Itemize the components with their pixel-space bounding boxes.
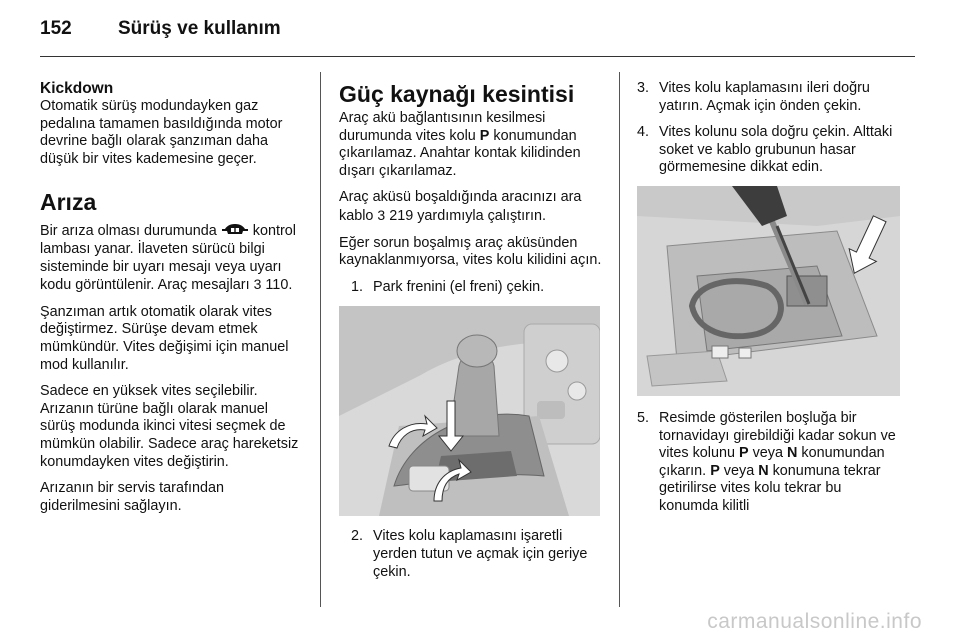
column-3 bbox=[637, 80, 902, 525]
fault-paragraph-3: Sadece en yüksek vites seçilebilir. Arızanın türüne bağlı olarak manuel sürüş modunda ikinci vitesi seçmek de mümkün olabilir. Sadece araç hareketsiz konumdayken vites değiştirin. bbox=[40, 383, 299, 470]
page-number: 152 bbox=[40, 18, 72, 39]
page-title: Sürüş ve kullanım bbox=[118, 18, 281, 39]
step-5: 5. Resimde gösterilen boşluğa bir tornavidayı girebildiği kadar sokun ve vites kolunu P veya N konumundan çıkarın. P veya N konumuna tekrar getirilirse vites kolu tekrar bu konumda kilitli bbox=[637, 409, 896, 514]
fault-paragraph-2: Şanzıman artık otomatik olarak vites değiştirmez. Sürüşe devam etmek mümkündür. Vites değişimi için manuel mod kullanılır. bbox=[40, 303, 289, 373]
kickdown-text: Otomatik sürüş modundayken gaz pedalına tamamen basıldığında motor devrine bağlı olarak şanzıman daha düşük bir vites kademesine geçer. bbox=[40, 98, 283, 167]
fault-heading: Arıza bbox=[40, 189, 97, 216]
watermark: carmanualsonline.info bbox=[707, 610, 922, 633]
column-divider-2 bbox=[619, 72, 620, 607]
transmission-warning-icon bbox=[221, 222, 249, 238]
column-2 bbox=[339, 80, 605, 590]
power-paragraph-2: Araç aküsü boşaldığında aracınızı ara kablo 3 219 yardımıyla çalıştırın. bbox=[339, 189, 582, 224]
power-paragraph-1: Araç akü bağlantısının kesilmesi durumunda vites kolu P konumundan çıkarılamaz. Anahtar kontak kilidinden dışarı çıkarılamaz. bbox=[339, 110, 581, 179]
step-3: 3. Vites kolu kaplamasını ileri doğru yatırın. Açmak için önden çekin. bbox=[637, 80, 870, 114]
kickdown-heading: Kickdown bbox=[40, 80, 114, 97]
power-interruption-heading: Güç kaynağı kesintisi bbox=[339, 81, 575, 107]
column-1 bbox=[40, 80, 302, 524]
gear-lever-cover-illustration bbox=[339, 306, 600, 516]
step-1: 1. Park frenini (el freni) çekin. bbox=[351, 278, 545, 295]
column-divider-1 bbox=[320, 72, 321, 607]
step-2: 2. Vites kolu kaplamasını işaretli yerden tutun ve açmak için geriye çekin. bbox=[351, 528, 588, 580]
reference-arrow-icon: 3 bbox=[253, 276, 262, 293]
fault-paragraph-1: Bir arıza olması durumunda kontrol lambası yanar. İlaveten sürücü bilgi sisteminde bir uyarı mesajı veya uyarı kodu görüntülenir. Araç mesajları 3 110. bbox=[40, 223, 296, 294]
reference-arrow-icon: 3 bbox=[377, 206, 386, 223]
power-paragraph-3: Eğer sorun boşalmış araç aküsünden kaynaklanmıyorsa, vites kolu kilidini açın. bbox=[339, 234, 602, 269]
step-4: 4. Vites kolunu sola doğru çekin. Alttaki soket ve kablo grubunun hasar görmemesine dikkat edin. bbox=[637, 124, 893, 176]
screwdriver-lock-release-illustration bbox=[637, 186, 900, 396]
header-rule bbox=[40, 56, 915, 57]
fault-paragraph-4: Arızanın bir servis tarafından giderilmesini sağlayın. bbox=[40, 480, 224, 514]
